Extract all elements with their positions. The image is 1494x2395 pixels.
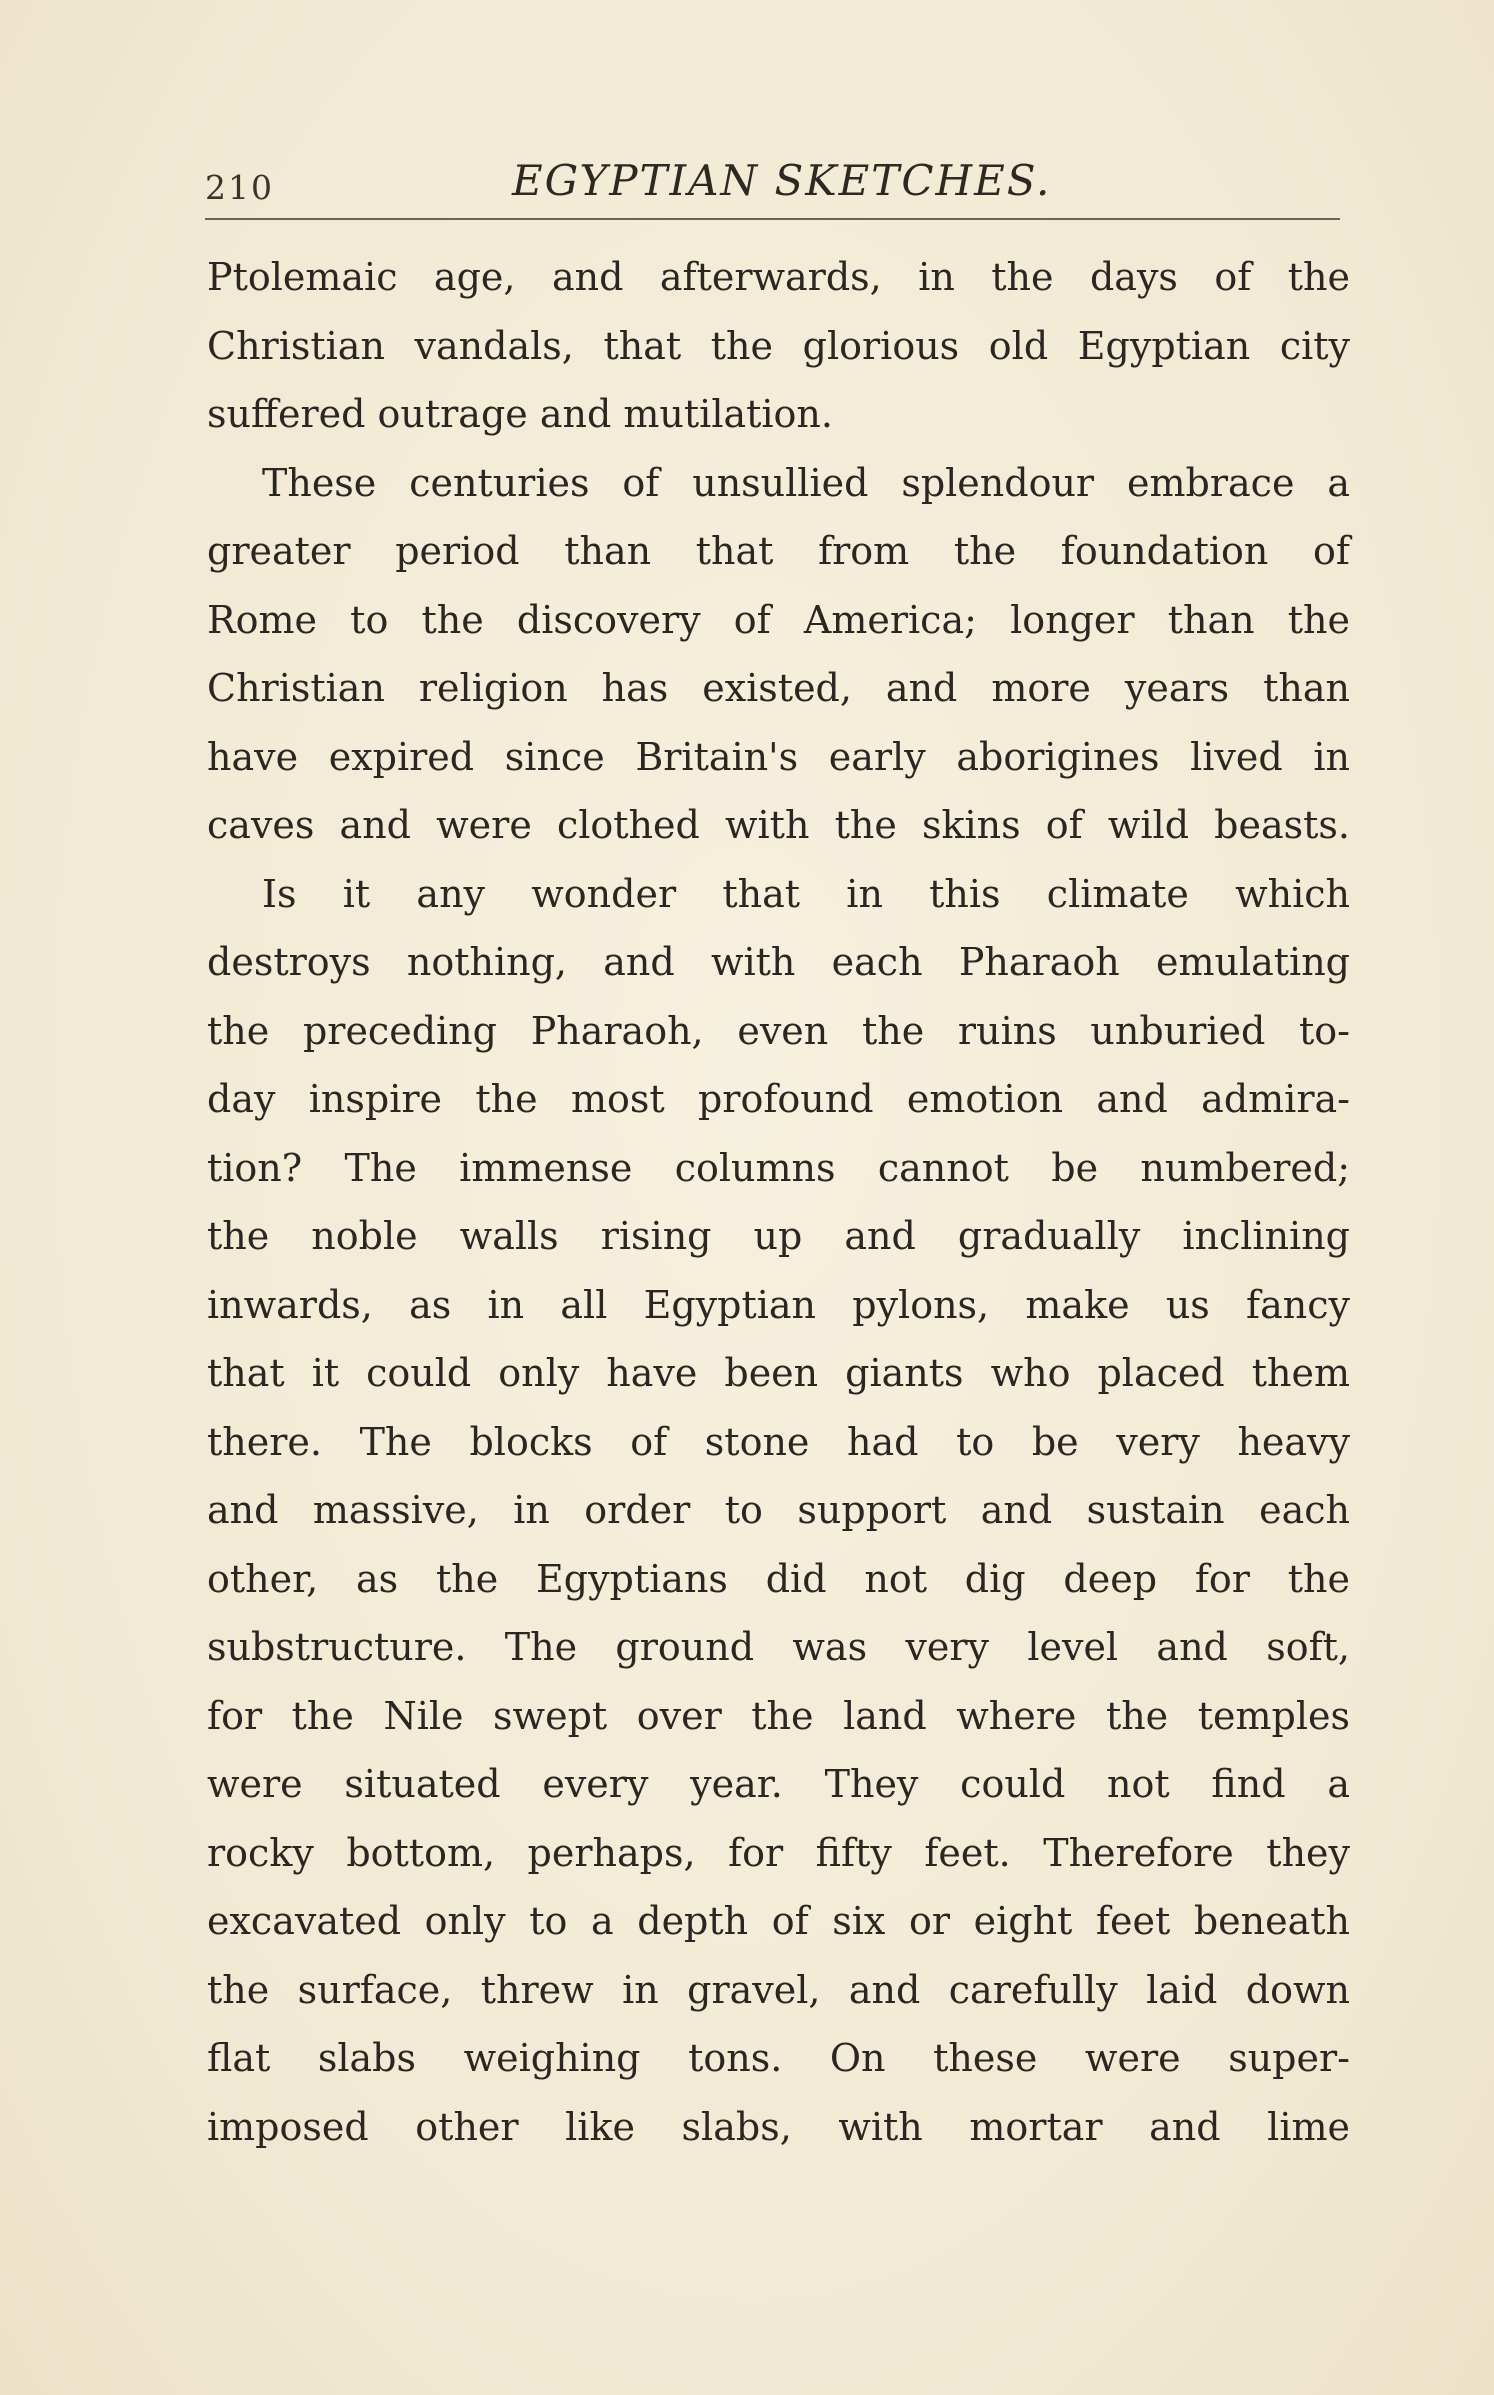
text-line: rocky bottom, perhaps, for fifty feet. Therefore they xyxy=(207,1830,1350,1875)
text-line: flat slabs weighing tons. On these were super- xyxy=(207,2036,1350,2080)
text-line: were situated every year. They could not find a xyxy=(207,1762,1350,1806)
text-line: substructure. The ground was very level and soft, xyxy=(207,1625,1350,1669)
text-line: Ptolemaic age, and afterwards, in the days of the xyxy=(207,255,1350,299)
text-line: for the Nile swept over the land where the temples xyxy=(207,1693,1350,1738)
text-line: imposed other like slabs, with mortar and lime xyxy=(207,2104,1350,2149)
text-line: inwards, as in all Egyptian pylons, make us fancy xyxy=(207,1282,1350,1327)
text-line: destroys nothing, and with each Pharaoh emulating xyxy=(207,940,1350,984)
text-line: tion? The immense columns cannot be numbered; xyxy=(207,1145,1350,1190)
text-line: Rome to the discovery of America; longer than the xyxy=(207,597,1350,642)
header-rule xyxy=(205,218,1340,220)
text-line: the preceding Pharaoh, even the ruins unburied to- xyxy=(207,1008,1350,1053)
text-line: have expired since Britain's early aborigines lived in xyxy=(207,734,1350,779)
text-line: excavated only to a depth of six or eight feet beneath xyxy=(207,1899,1350,1943)
text-line: suffered outrage and mutilation. xyxy=(207,392,833,436)
text-line: greater period than that from the foundation of xyxy=(207,529,1350,573)
text-line: there. The blocks of stone had to be very heavy xyxy=(207,1419,1350,1464)
page-number: 210 xyxy=(205,168,274,207)
text-line: day inspire the most profound emotion and admira- xyxy=(207,1077,1350,1121)
running-title: EGYPTIAN SKETCHES. xyxy=(512,156,1052,205)
text-line: caves and were clothed with the skins of wild beasts. xyxy=(207,803,1350,847)
paragraph-start-line: These centuries of unsullied splendour embrace a xyxy=(262,460,1350,505)
body-text xyxy=(207,243,1350,2161)
text-line: and massive, in order to support and sustain each xyxy=(207,1488,1350,1532)
paragraph-start-line: Is it any wonder that in this climate which xyxy=(262,871,1350,916)
text-line: other, as the Egyptians did not dig deep for the xyxy=(207,1556,1350,1601)
text-line: the surface, threw in gravel, and carefully laid down xyxy=(207,1967,1350,2012)
text-line: the noble walls rising up and gradually inclining xyxy=(207,1214,1350,1258)
text-line: Christian religion has existed, and more years than xyxy=(207,666,1350,710)
page-header xyxy=(205,150,1345,210)
text-line: Christian vandals, that the glorious old Egyptian city xyxy=(207,323,1350,368)
text-line: that it could only have been giants who placed them xyxy=(207,1351,1350,1395)
